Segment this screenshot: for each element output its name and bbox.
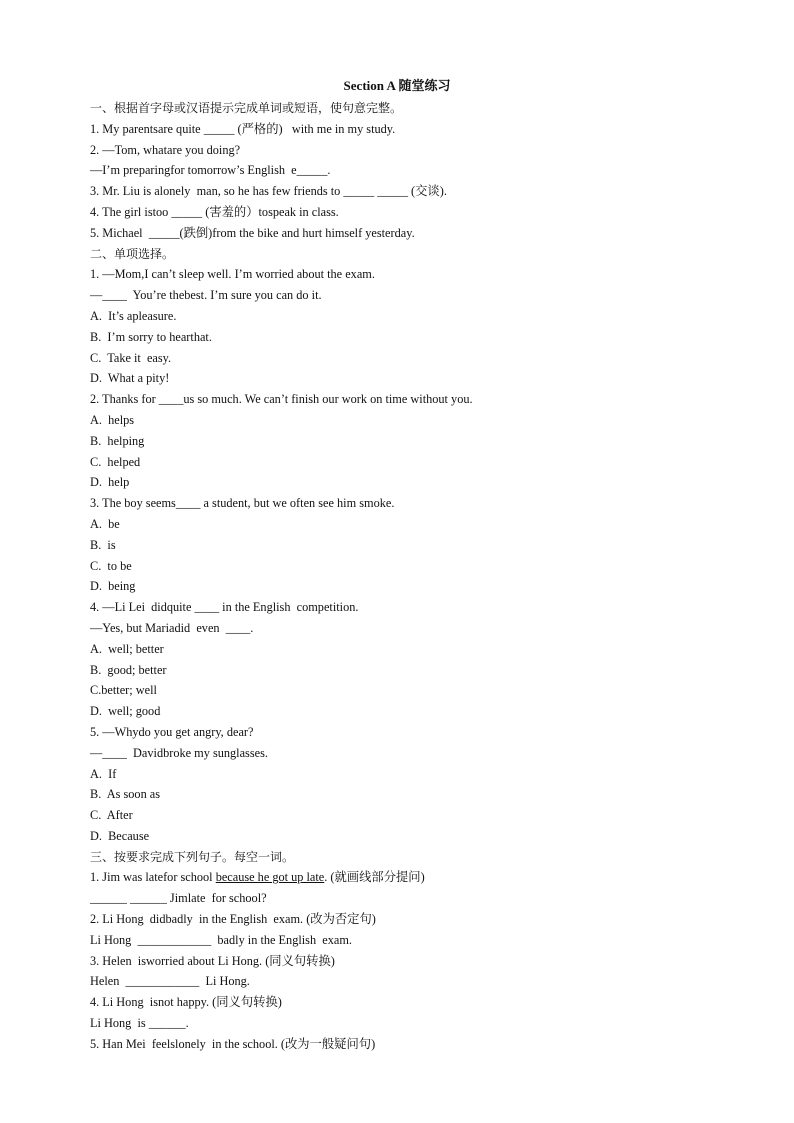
option-line: B. I’m sorry to hearthat.	[90, 329, 212, 344]
q1-suffix: . (就画线部分提问)	[324, 870, 425, 885]
page-title: Section A 随堂练习	[343, 78, 451, 93]
question-line: —____ You’re thebest. I’m sure you can do it.	[90, 288, 322, 303]
answer-line: Li Hong is ______.	[90, 1016, 189, 1031]
question-line	[90, 867, 710, 888]
exercise-line: 1. My parentsare quite _____ (严格的) with me in my study.	[90, 121, 396, 136]
option-line: C.better; well	[90, 683, 157, 698]
question-line: 5. —Whydo you get angry, dear?	[90, 724, 254, 739]
option-line: C. to be	[90, 558, 132, 573]
question-line: —____ Davidbroke my sunglasses.	[90, 745, 268, 760]
option-line: D. help	[90, 475, 130, 490]
option-line: B. is	[90, 537, 116, 552]
q1-prefix: 1. Jim was latefor school	[90, 870, 216, 885]
question-line: 4. —Li Lei didquite ____ in the English competition.	[90, 600, 359, 615]
section-heading-3: 三、按要求完成下列句子。每空一词。	[90, 849, 295, 864]
option-line: C. After	[90, 808, 133, 823]
option-line: B. helping	[90, 433, 145, 448]
option-line: B. good; better	[90, 662, 167, 677]
answer-line: Li Hong ____________ badly in the English exam.	[90, 932, 352, 947]
exercise-line: 2. —Tom, whatare you doing?	[90, 142, 241, 157]
question-line: 3. Helen isworried about Li Hong. (同义句转换)	[90, 953, 335, 968]
section-heading-1: 一、根据首字母或汉语提示完成单词或短语，使句意完整。	[90, 101, 403, 115]
question-line: —Yes, but Mariadid even ____.	[90, 620, 254, 635]
option-line: C. Take it easy.	[90, 350, 172, 365]
question-line: 4. Li Hong isnot happy. (同义句转换)	[90, 995, 282, 1010]
option-line: D. well; good	[90, 704, 161, 719]
question-line: 5. Han Mei feelslonely in the school. (改为一般疑问句)	[90, 1036, 376, 1051]
option-line: D. being	[90, 579, 136, 594]
option-line: D. What a pity!	[90, 371, 170, 386]
option-line: A. well; better	[90, 641, 164, 656]
answer-line: Helen ____________ Li Hong.	[90, 974, 250, 989]
option-line: C. helped	[90, 454, 141, 469]
option-line: A. helps	[90, 412, 135, 427]
exercise-line: —I’m preparingfor tomorrow’s English e_____.	[90, 163, 331, 178]
option-line: A. If	[90, 766, 117, 781]
section-heading-2: 二、单项选择。	[90, 246, 175, 261]
question-line: 2. Li Hong didbadly in the English exam. (改为否定句)	[90, 912, 376, 927]
option-line: D. Because	[90, 828, 150, 843]
option-line: A. be	[90, 516, 120, 531]
option-line: A. It’s apleasure.	[90, 308, 177, 323]
option-line: B. As soon as	[90, 787, 161, 802]
exercise-line: 4. The girl istoo _____ (害羞的）tospeak in class.	[90, 204, 339, 219]
exercise-line: 5. Michael _____(跌倒)from the bike and hurt himself yesterday.	[90, 225, 415, 240]
question-line: 1. —Mom,I can’t sleep well. I’m worried about the exam.	[90, 267, 375, 282]
q1-underlined-text: because he got up late	[215, 870, 325, 885]
answer-line: ______ ______ Jimlate for school?	[90, 891, 267, 906]
question-line: 3. The boy seems____ a student, but we often see him smoke.	[90, 496, 395, 511]
exercise-content	[90, 98, 710, 1055]
question-line: 2. Thanks for ____us so much. We can’t finish our work on time without you.	[90, 392, 473, 407]
exercise-line: 3. Mr. Liu is alonely man, so he has few friends to _____ _____ (交谈).	[90, 184, 447, 199]
